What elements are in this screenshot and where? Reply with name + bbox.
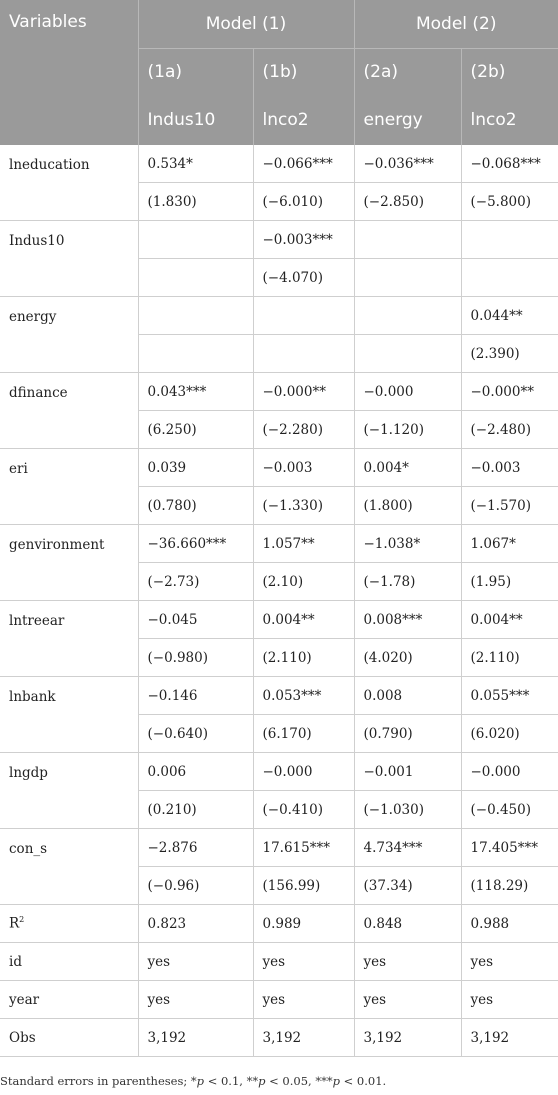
stat-value-cell: yes bbox=[138, 943, 253, 981]
stat-value-cell: yes bbox=[461, 943, 558, 981]
coefficient-cell: −2.876 bbox=[138, 829, 253, 867]
stat-value-cell: 3,192 bbox=[253, 1019, 354, 1057]
table-row bbox=[0, 221, 558, 259]
coefficient-cell: 0.004* bbox=[354, 449, 461, 487]
coefficient-cell: −0.001 bbox=[354, 753, 461, 791]
row-variable-name: genvironment bbox=[0, 525, 138, 601]
stat-value-cell: 0.848 bbox=[354, 905, 461, 943]
statistic-cell: (−1.78) bbox=[354, 563, 461, 601]
coefficient-cell bbox=[354, 221, 461, 259]
statistic-cell: (−0.96) bbox=[138, 867, 253, 905]
header-sub-1a: (1a) bbox=[138, 49, 253, 96]
row-variable-name: lneducation bbox=[0, 145, 138, 221]
stat-value-cell: yes bbox=[354, 943, 461, 981]
coefficient-cell bbox=[253, 297, 354, 335]
statistic-cell: (118.29) bbox=[461, 867, 558, 905]
coefficient-cell bbox=[461, 221, 558, 259]
statistic-cell: (1.800) bbox=[354, 487, 461, 525]
statistic-cell bbox=[461, 259, 558, 297]
coefficient-cell: 0.004** bbox=[253, 601, 354, 639]
coefficient-cell: −0.045 bbox=[138, 601, 253, 639]
coefficient-cell: 0.008 bbox=[354, 677, 461, 715]
stat-value-cell: yes bbox=[253, 943, 354, 981]
statistic-cell: (−1.120) bbox=[354, 411, 461, 449]
statistic-cell: (−2.850) bbox=[354, 183, 461, 221]
coefficient-cell: 0.004** bbox=[461, 601, 558, 639]
statistic-cell: (1.95) bbox=[461, 563, 558, 601]
table-row bbox=[0, 297, 558, 335]
statistic-cell: (2.110) bbox=[253, 639, 354, 677]
table-row bbox=[0, 449, 558, 487]
statistic-cell: (6.020) bbox=[461, 715, 558, 753]
stat-value-cell: yes bbox=[138, 981, 253, 1019]
coefficient-cell: 0.055*** bbox=[461, 677, 558, 715]
stat-value-cell: 3,192 bbox=[354, 1019, 461, 1057]
coefficient-cell: −0.068*** bbox=[461, 145, 558, 183]
statistic-cell bbox=[354, 335, 461, 373]
table-row bbox=[0, 753, 558, 791]
row-variable-name: lnbank bbox=[0, 677, 138, 753]
statistic-cell: (1.830) bbox=[138, 183, 253, 221]
coefficient-cell: 17.615*** bbox=[253, 829, 354, 867]
statistic-cell: (−2.280) bbox=[253, 411, 354, 449]
coefficient-cell: 1.057** bbox=[253, 525, 354, 563]
coefficient-cell: 0.534* bbox=[138, 145, 253, 183]
statistic-cell bbox=[138, 335, 253, 373]
statistic-cell: (−0.410) bbox=[253, 791, 354, 829]
statistic-cell: (4.020) bbox=[354, 639, 461, 677]
row-variable-name bbox=[0, 943, 138, 981]
row-variable-name: con_s bbox=[0, 829, 138, 905]
statistic-cell: (−0.450) bbox=[461, 791, 558, 829]
coefficient-cell bbox=[138, 297, 253, 335]
coefficient-cell: 0.044** bbox=[461, 297, 558, 335]
statistic-cell: (0.790) bbox=[354, 715, 461, 753]
table-header bbox=[0, 0, 558, 145]
coefficient-cell: −0.000** bbox=[253, 373, 354, 411]
statistic-cell: (−0.980) bbox=[138, 639, 253, 677]
row-variable-name: eri bbox=[0, 449, 138, 525]
row-variable-name bbox=[0, 981, 138, 1019]
coefficient-cell: −1.038* bbox=[354, 525, 461, 563]
row-variable-name: dfinance bbox=[0, 373, 138, 449]
header-dep-1b: lnco2 bbox=[253, 95, 354, 145]
statistic-cell: (−1.030) bbox=[354, 791, 461, 829]
row-variable-name bbox=[0, 905, 138, 943]
coefficient-cell: 0.006 bbox=[138, 753, 253, 791]
coefficient-cell: 17.405*** bbox=[461, 829, 558, 867]
statistic-cell: (0.780) bbox=[138, 487, 253, 525]
statistic-cell: (2.390) bbox=[461, 335, 558, 373]
statistic-cell: (−6.010) bbox=[253, 183, 354, 221]
table-row bbox=[0, 145, 558, 183]
table-row bbox=[0, 905, 558, 943]
coefficient-cell: −0.146 bbox=[138, 677, 253, 715]
header-sub-2b: (2b) bbox=[461, 49, 558, 96]
coefficient-cell: −36.660*** bbox=[138, 525, 253, 563]
table-row bbox=[0, 943, 558, 981]
header-dep-1a: Indus10 bbox=[138, 95, 253, 145]
statistic-cell bbox=[354, 259, 461, 297]
statistic-cell: (0.210) bbox=[138, 791, 253, 829]
coefficient-cell: −0.000 bbox=[461, 753, 558, 791]
coefficient-cell: −0.000 bbox=[253, 753, 354, 791]
stat-value-cell: yes bbox=[354, 981, 461, 1019]
header-dep-2b: lnco2 bbox=[461, 95, 558, 145]
coefficient-cell bbox=[138, 221, 253, 259]
coefficient-cell: −0.000 bbox=[354, 373, 461, 411]
header-model-2: Model (2) bbox=[354, 0, 558, 49]
stat-name: year bbox=[9, 991, 40, 1008]
coefficient-cell: 0.039 bbox=[138, 449, 253, 487]
coefficient-cell: −0.036*** bbox=[354, 145, 461, 183]
table-row bbox=[0, 981, 558, 1019]
statistic-cell: (−2.480) bbox=[461, 411, 558, 449]
stat-value-cell: yes bbox=[253, 981, 354, 1019]
stat-name: R bbox=[9, 915, 20, 932]
row-variable-name: lntreear bbox=[0, 601, 138, 677]
header-sub-1b: (1b) bbox=[253, 49, 354, 96]
coefficient-cell: 0.053*** bbox=[253, 677, 354, 715]
stat-value-cell: yes bbox=[461, 981, 558, 1019]
table-row bbox=[0, 373, 558, 411]
table-row bbox=[0, 601, 558, 639]
coefficient-cell bbox=[354, 297, 461, 335]
coefficient-cell: −0.003 bbox=[461, 449, 558, 487]
coefficient-cell: −0.003*** bbox=[253, 221, 354, 259]
stat-name: id bbox=[9, 953, 22, 970]
stat-value-cell: 0.988 bbox=[461, 905, 558, 943]
table-row bbox=[0, 829, 558, 867]
table-footnote: Standard errors in parentheses; *p < 0.1, **p < 0.05, ***p < 0.01. bbox=[0, 1074, 387, 1088]
row-variable-name bbox=[0, 1019, 138, 1057]
coefficient-cell: −0.000** bbox=[461, 373, 558, 411]
statistic-cell: (2.10) bbox=[253, 563, 354, 601]
statistic-cell: (2.110) bbox=[461, 639, 558, 677]
statistic-cell: (37.34) bbox=[354, 867, 461, 905]
stat-value-cell: 0.989 bbox=[253, 905, 354, 943]
coefficient-cell: 1.067* bbox=[461, 525, 558, 563]
header-sub-2a: (2a) bbox=[354, 49, 461, 96]
row-variable-name: Indus10 bbox=[0, 221, 138, 297]
stat-value-cell: 0.823 bbox=[138, 905, 253, 943]
statistic-cell: (6.250) bbox=[138, 411, 253, 449]
table-body bbox=[0, 145, 558, 1057]
coefficient-cell: −0.003 bbox=[253, 449, 354, 487]
stat-name: Obs bbox=[9, 1029, 36, 1046]
statistic-cell: (−0.640) bbox=[138, 715, 253, 753]
row-variable-name: energy bbox=[0, 297, 138, 373]
header-variables: Variables bbox=[0, 0, 138, 145]
header-model-1: Model (1) bbox=[138, 0, 354, 49]
table-row bbox=[0, 677, 558, 715]
statistic-cell bbox=[253, 335, 354, 373]
table-row bbox=[0, 525, 558, 563]
statistic-cell: (156.99) bbox=[253, 867, 354, 905]
coefficient-cell: −0.066*** bbox=[253, 145, 354, 183]
coefficient-cell: 4.734*** bbox=[354, 829, 461, 867]
statistic-cell: (6.170) bbox=[253, 715, 354, 753]
coefficient-cell: 0.008*** bbox=[354, 601, 461, 639]
statistic-cell: (−1.570) bbox=[461, 487, 558, 525]
statistic-cell bbox=[138, 259, 253, 297]
stat-superscript: 2 bbox=[19, 915, 25, 925]
stat-value-cell: 3,192 bbox=[138, 1019, 253, 1057]
coefficient-cell: 0.043*** bbox=[138, 373, 253, 411]
table-row bbox=[0, 1019, 558, 1057]
stat-value-cell: 3,192 bbox=[461, 1019, 558, 1057]
statistic-cell: (−5.800) bbox=[461, 183, 558, 221]
row-variable-name: lngdp bbox=[0, 753, 138, 829]
header-dep-2a: energy bbox=[354, 95, 461, 145]
statistic-cell: (−1.330) bbox=[253, 487, 354, 525]
statistic-cell: (−4.070) bbox=[253, 259, 354, 297]
statistic-cell: (−2.73) bbox=[138, 563, 253, 601]
